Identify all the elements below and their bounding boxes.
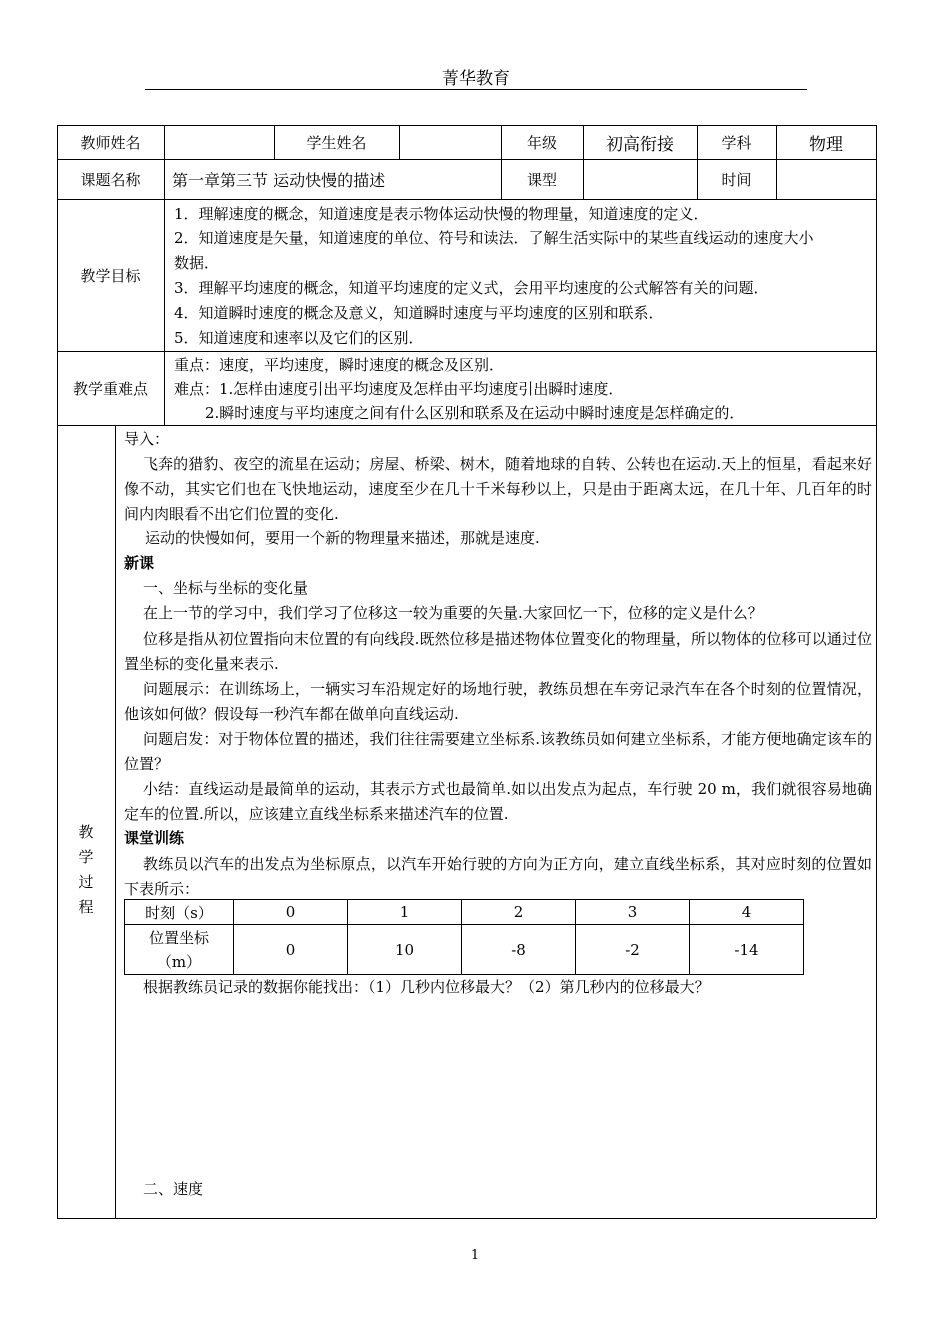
table-cell: 1: [348, 900, 462, 925]
new-lesson-heading: 新课: [124, 554, 155, 572]
paragraph-p2: 位移是指从初位置指向末位置的有向线段.既然位移是描述物体位置变化的物理量，所以物体的位移可以通过位置坐标的变化量来表示.: [124, 630, 872, 673]
objective-item: 3．理解平均速度的概念，知道平均速度的定义式，会用平均速度的公式解答有关的问题．: [174, 279, 769, 297]
process-label: 教 学 过 程: [78, 823, 94, 916]
table-cell: 10: [348, 925, 462, 975]
position-row-label: 位置坐标 （m）: [125, 925, 234, 975]
objectives-label: 教学目标: [80, 266, 141, 285]
page-number: 1: [470, 1248, 480, 1263]
position-data-table: [124, 899, 804, 975]
table-cell: 0: [234, 900, 348, 925]
topic-label: 课题名称: [80, 170, 141, 189]
table-cell: 3: [576, 900, 690, 925]
key-points-label: 教学重难点: [72, 379, 148, 398]
section2-title: 二、速度: [143, 1180, 204, 1198]
objective-item: 4．知道瞬时速度的概念及意义，知道瞬时速度与平均速度的区别和联系．: [174, 304, 664, 322]
objective-item: 1．理解速度的概念，知道速度是表示物体运动快慢的物理量，知道速度的定义．: [174, 205, 709, 223]
time-label: 时间: [721, 170, 752, 189]
time-row-label: 时刻（s）: [125, 900, 234, 925]
intro-line: 运动的快慢如何，要用一个新的物理量来描述，那就是速度.: [145, 529, 540, 547]
table-cell: -2: [576, 925, 690, 975]
lesson-type-value: [583, 159, 697, 199]
student-name-label: 学生姓名: [306, 133, 367, 152]
objective-item: 2．知道速度是矢量，知道速度的单位、符号和读法．了解生活实际中的某些直线运动的速度大小: [174, 229, 814, 247]
subject-label: 学科: [721, 133, 752, 152]
paragraph-p3: 问题展示：在训练场上，一辆实习车沿规定好的场地行驶，教练员想在车旁记录汽车在各个时刻的位置情况，他该如何做？假设每一秒汽车都在做单向直线运动.: [124, 680, 872, 723]
grade-value: 初高衔接: [606, 134, 674, 155]
time-value: [776, 159, 876, 199]
key-point-item: 难点：1.怎样由速度引出平均速度及怎样由平均速度引出瞬时速度．: [174, 380, 624, 398]
key-point-item: 重点：速度，平均速度，瞬时速度的概念及区别．: [174, 356, 505, 374]
table-cell: 0: [234, 925, 348, 975]
practice-heading: 课堂训练: [124, 829, 185, 847]
table-cell: 4: [690, 900, 804, 925]
table-cell: -14: [690, 925, 804, 975]
paragraph-p6: 教练员以汽车的出发点为坐标原点，以汽车开始行驶的方向为正方向，建立直线坐标系，其对应时刻的位置如下表所示：: [124, 855, 872, 898]
intro-paragraph: 飞奔的猎豹、夜空的流星在运动；房屋、桥梁、树木，随着地球的自转、公转也在运动.天上的恒星，看起来好像不动，其实它们也在飞快地运动，速度至少在几十千米每秒以上，只是由于距离太远，在几十年、几百年的时间内肉眼看不出它们位置的变化.: [124, 455, 872, 523]
key-point-item: 2.瞬时速度与平均速度之间有什么区别和联系及在运动中瞬时速度是怎样确定的．: [205, 404, 745, 422]
paragraph-p4: 问题启发：对于物体位置的描述，我们往往需要建立坐标系.该教练员如何建立坐标系，才能方便地确定该车的位置？: [124, 730, 872, 773]
page-header-title: 菁华教育: [442, 69, 510, 89]
teacher-name-label: 教师姓名: [80, 133, 141, 152]
table-cell: -8: [462, 925, 576, 975]
lesson-type-label: 课型: [526, 170, 557, 189]
question-text: 根据教练员记录的数据你能找出：（1）几秒内位移最大？（2）第几秒内的位移最大？: [143, 978, 710, 996]
header-divider: [145, 89, 807, 90]
topic-value: 第一章第三节 运动快慢的描述: [172, 170, 386, 190]
grade-label: 年级: [526, 133, 557, 152]
paragraph-p5: 小结：直线运动是最简单的运动，其表示方式也最简单.如以出发点为起点，车行驶 20 m，我们就很容易地确定车的位置.所以，应该建立直线坐标系来描述汽车的位置.: [124, 780, 872, 823]
objective-item: 数据．: [174, 254, 220, 272]
subject-value: 物理: [809, 134, 843, 155]
paragraph-p1: 在上一节的学习中，我们学习了位移这一较为重要的矢量.大家回忆一下，位移的定义是什么？: [143, 604, 763, 622]
table-cell: 2: [462, 900, 576, 925]
intro-heading: 导入：: [124, 430, 170, 448]
objective-item: 5．知道速度和速率以及它们的区别．: [174, 329, 424, 347]
section1-title: 一、坐标与坐标的变化量: [143, 579, 309, 597]
student-name-value: [399, 125, 501, 159]
teacher-name-value: [164, 125, 274, 159]
